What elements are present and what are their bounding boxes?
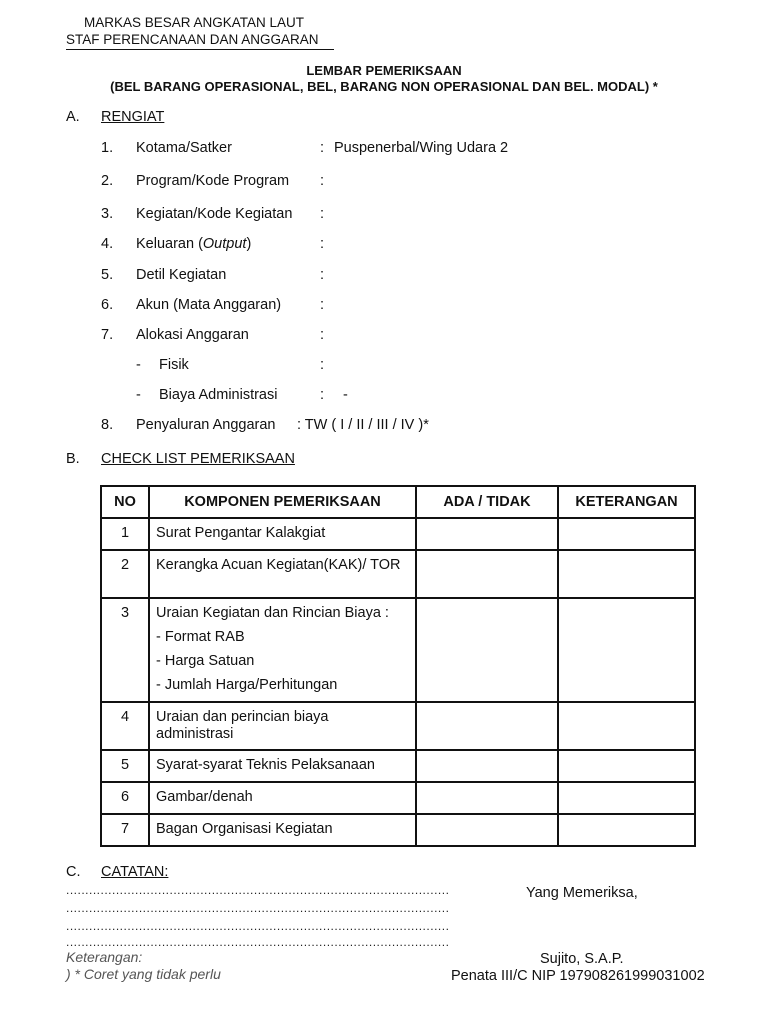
row-component-title: Uraian Kegiatan dan Rincian Biaya : — [156, 605, 389, 621]
notes-cell[interactable] — [558, 598, 695, 702]
item-number: 5. — [101, 267, 114, 283]
presence-cell[interactable] — [416, 550, 558, 598]
row-number: 4 — [101, 702, 149, 750]
signatory-rank-nip: Penata III/C NIP 197908261999031002 — [451, 968, 705, 984]
subitem-colon: : — [320, 387, 325, 403]
item-colon: : — [320, 236, 325, 252]
subitem-value: - — [343, 387, 348, 403]
item-colon: : — [320, 206, 325, 222]
section-b-title: CHECK LIST PEMERIKSAAN — [101, 451, 295, 467]
item-number: 2. — [101, 173, 114, 189]
signatory-name: Sujito, S.A.P. — [540, 951, 624, 967]
item-label: Akun (Mata Anggaran) — [136, 297, 282, 313]
subitem-dash: - — [136, 357, 141, 373]
row-component: Bagan Organisasi Kegiatan — [149, 814, 416, 846]
row-component: Uraian dan perincian biaya administrasi — [149, 702, 416, 750]
item-number: 3. — [101, 206, 114, 222]
row-subitem: - Format RAB — [156, 629, 245, 645]
notes-cell[interactable] — [558, 814, 695, 846]
row-number: 1 — [101, 518, 149, 550]
column-header-notes: KETERANGAN — [558, 486, 695, 518]
presence-cell[interactable] — [416, 598, 558, 702]
notes-cell[interactable] — [558, 750, 695, 782]
item-number: 4. — [101, 236, 114, 252]
signature-heading: Yang Memeriksa, — [526, 885, 638, 901]
section-c-title: CATATAN: — [101, 864, 169, 880]
table-row — [101, 750, 695, 782]
item-label: Alokasi Anggaran — [136, 327, 249, 343]
row-number: 2 — [101, 550, 149, 598]
notes-dotted-line[interactable]: .................................................................................................... — [66, 919, 450, 933]
org-name-line2: STAF PERENCANAAN DAN ANGGARAN — [66, 32, 319, 47]
notes-dotted-line[interactable]: .................................................................................................... — [66, 883, 450, 897]
presence-cell[interactable] — [416, 782, 558, 814]
item-label: Program/Kode Program — [136, 173, 290, 189]
table-row — [101, 814, 695, 846]
table-row — [101, 518, 695, 550]
item-colon: : — [320, 140, 325, 156]
item-label: Detil Kegiatan — [136, 267, 227, 283]
checklist-table — [100, 485, 696, 847]
presence-cell[interactable] — [416, 750, 558, 782]
item-colon: : — [320, 297, 325, 313]
row-component — [149, 598, 416, 702]
row-subitem: - Jumlah Harga/Perhitungan — [156, 677, 338, 693]
item-colon: : — [320, 173, 325, 189]
row-component: Syarat-syarat Teknis Pelaksanaan — [149, 750, 416, 782]
notes-dotted-line[interactable]: .................................................................................................... — [66, 935, 450, 949]
presence-cell[interactable] — [416, 702, 558, 750]
item-value: Puspenerbal/Wing Udara 2 — [334, 140, 509, 156]
notes-dotted-line[interactable]: .................................................................................................... — [66, 901, 450, 915]
org-name-line1: MARKAS BESAR ANGKATAN LAUT — [84, 15, 305, 30]
row-component: Kerangka Acuan Kegiatan(KAK)/ TOR — [149, 550, 416, 598]
item-label: Kegiatan/Kode Kegiatan — [136, 206, 293, 222]
notes-cell[interactable] — [558, 550, 695, 598]
row-number: 7 — [101, 814, 149, 846]
table-row — [101, 782, 695, 814]
notes-cell[interactable] — [558, 518, 695, 550]
disbursement-quarter-options: : TW ( I / II / III / IV )* — [297, 417, 429, 433]
table-row — [101, 702, 695, 750]
subitem-colon: : — [320, 357, 325, 373]
table-header-row — [101, 486, 695, 518]
item-number: 7. — [101, 327, 114, 343]
document-subtitle: (BEL BARANG OPERASIONAL, BEL, BARANG NON OPERASIONAL DAN BEL. MODAL) * — [110, 79, 658, 94]
item-colon: : — [320, 327, 325, 343]
row-subitem: - Harga Satuan — [156, 653, 255, 669]
subitem-dash: - — [136, 387, 141, 403]
item-label: Penyaluran Anggaran — [136, 417, 276, 433]
section-a-letter: A. — [66, 109, 80, 125]
presence-cell[interactable] — [416, 814, 558, 846]
notes-cell[interactable] — [558, 702, 695, 750]
header-underline — [66, 49, 334, 50]
column-header-presence: ADA / TIDAK — [416, 486, 558, 518]
item-number: 1. — [101, 140, 114, 156]
item-number: 6. — [101, 297, 114, 313]
subitem-label: Biaya Administrasi — [159, 387, 278, 403]
column-header-component: KOMPONEN PEMERIKSAAN — [149, 486, 416, 518]
item-label: Keluaran (Output) — [136, 236, 252, 252]
row-number: 3 — [101, 598, 149, 702]
item-colon: : — [320, 267, 325, 283]
section-a-title: RENGIAT — [101, 109, 165, 125]
remarks-label: Keterangan: — [66, 949, 143, 965]
column-header-no: NO — [101, 486, 149, 518]
document-title: LEMBAR PEMERIKSAAN — [306, 63, 462, 78]
row-number: 5 — [101, 750, 149, 782]
subitem-label: Fisik — [159, 357, 189, 373]
section-b-letter: B. — [66, 451, 80, 467]
row-component: Surat Pengantar Kalakgiat — [149, 518, 416, 550]
section-c-letter: C. — [66, 864, 81, 880]
row-number: 6 — [101, 782, 149, 814]
presence-cell[interactable] — [416, 518, 558, 550]
notes-cell[interactable] — [558, 782, 695, 814]
table-row — [101, 598, 695, 702]
remarks-note: ) * Coret yang tidak perlu — [66, 966, 221, 982]
item-label: Kotama/Satker — [136, 140, 232, 156]
item-number: 8. — [101, 417, 114, 433]
table-row — [101, 550, 695, 598]
row-component: Gambar/denah — [149, 782, 416, 814]
